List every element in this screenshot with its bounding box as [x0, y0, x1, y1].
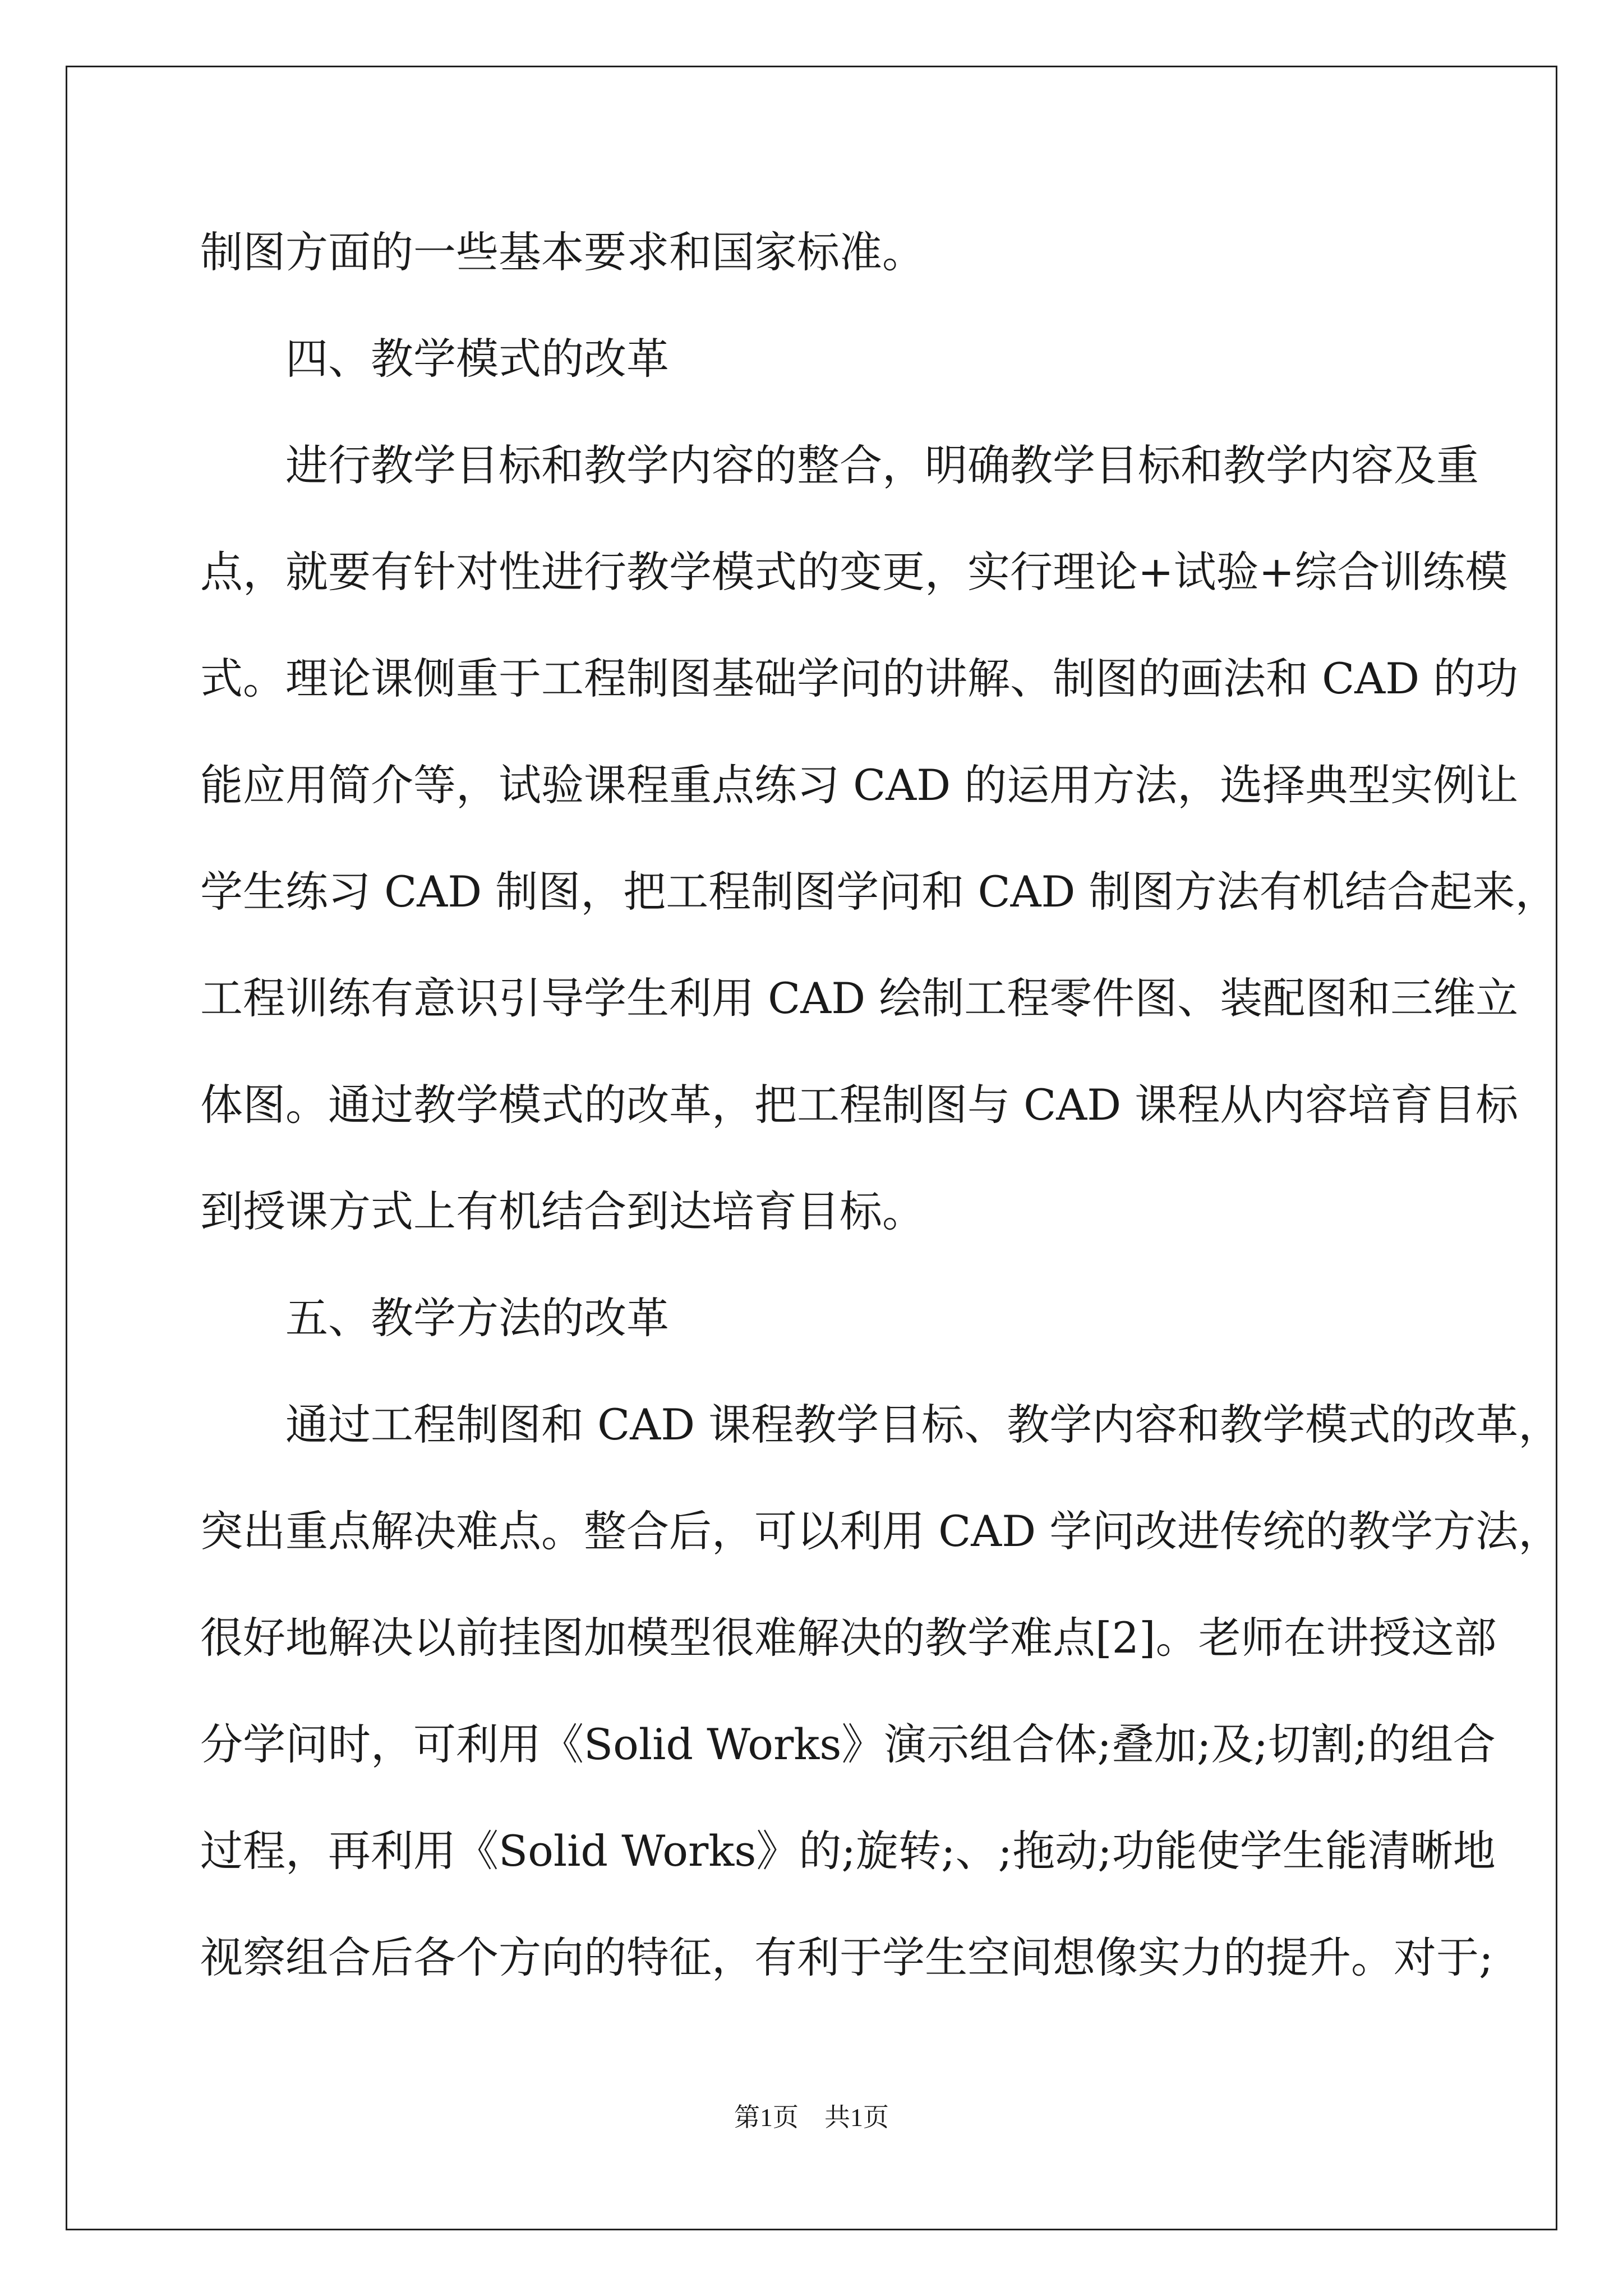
paragraph-line: 通过工程制图和 CAD 课程教学目标、教学内容和教学模式的改革， — [285, 1400, 1561, 1450]
paragraph-line: 式。理论课侧重于工程制图基础学问的讲解、制图的画法和 CAD 的功 — [200, 654, 1519, 703]
paragraph-line: 点，就要有针对性进行教学模式的变更，实行理论+试验+综合训练模 — [200, 547, 1508, 597]
paragraph-line: 体图。通过教学模式的改革，把工程制图与 CAD 课程从内容培育目标 — [200, 1080, 1519, 1130]
page-number: 第1页 共1页 — [734, 2103, 889, 2132]
section-heading: 五、教学方法的改革 — [285, 1293, 669, 1343]
section-heading: 四、教学模式的改革 — [285, 334, 669, 384]
paragraph-line: 视察组合后各个方向的特征，有利于学生空间想像实力的提升。对于; — [200, 1932, 1493, 1982]
document-body — [200, 199, 1561, 2011]
paragraph-line: 很好地解决以前挂图加模型很难解决的教学难点[2]。老师在讲授这部 — [200, 1613, 1497, 1663]
paragraph-line: 能应用简介等，试验课程重点练习 CAD 的运用方法，选择典型实例让 — [200, 760, 1519, 810]
paragraph-line: 到授课方式上有机结合到达培育目标。 — [200, 1186, 925, 1236]
paragraph-line: 分学问时，可利用《Solid Works》演示组合体;叠加;及;切割;的组合 — [200, 1719, 1496, 1769]
paragraph-line: 制图方面的一些基本要求和国家标准。 — [200, 227, 925, 277]
paragraph-line: 学生练习 CAD 制图，把工程制图学问和 CAD 制图方法有机结合起来， — [200, 867, 1558, 917]
paragraph-line: 突出重点解决难点。整合后，可以利用 CAD 学问改进传统的教学方法， — [200, 1506, 1561, 1556]
paragraph-line: 过程，再利用《Solid Works》的;旋转;、;拖动;功能使学生能清晰地 — [200, 1826, 1496, 1876]
paragraph-line: 进行教学目标和教学内容的整合，明确教学目标和教学内容及重 — [285, 440, 1479, 490]
paragraph-line: 工程训练有意识引导学生利用 CAD 绘制工程零件图、装配图和三维立 — [200, 973, 1519, 1023]
